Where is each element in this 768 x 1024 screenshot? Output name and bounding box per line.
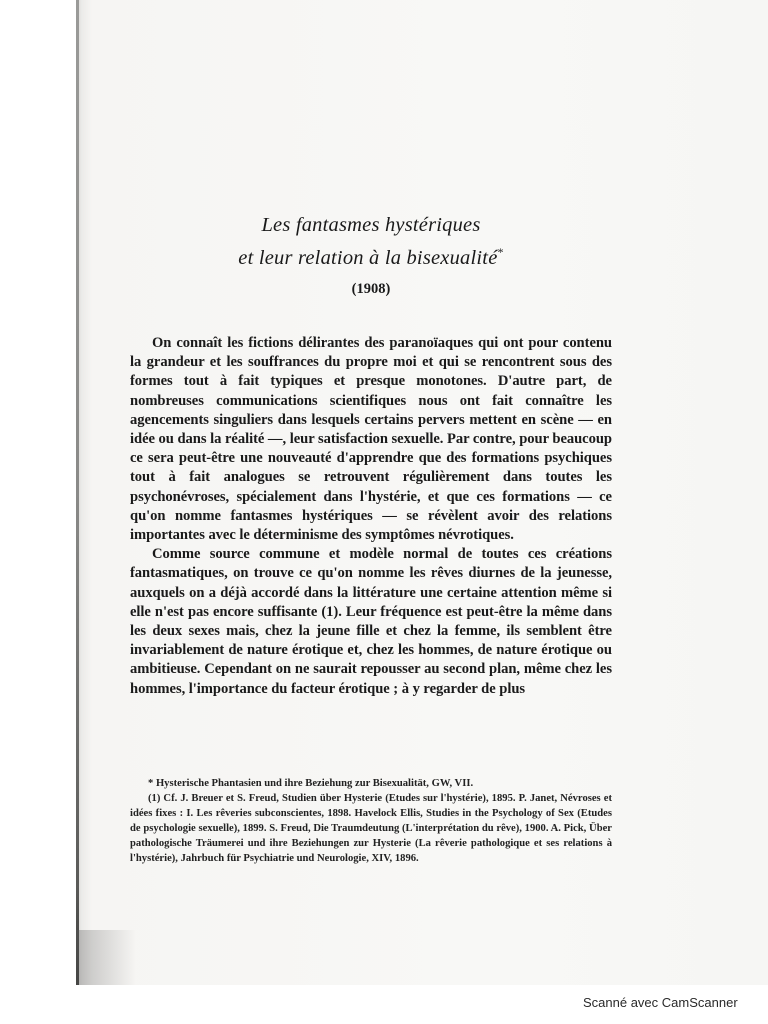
title-line-1: Les fantasmes hystériques [261, 214, 481, 236]
title-footnote-mark: * [497, 245, 504, 259]
title-line-2-text: et leur relation à la bisexualité [238, 247, 498, 269]
paragraph-2: Comme source commune et modèle normal de toutes ces créations fantasmatiques, on trouve ce qu'on nomme les rêves diurnes de la jeunesse, auxquels on a déjà accordé dans la littérature une certaine attention même si elle n'est pas encore suffisante (1). Leur fréquence est peut-être la même dans les deux sexes mais, chez la jeune fille et chez la femme, ils semblent être invariablement de nature érotique et, chez les hommes, de nature érotique ou ambitieuse. Cependant on ne saurait repousser au second plan, même chez les hommes, l'importance du facteur érotique ; à y regarder de plus [130, 546, 612, 697]
title-line-2 [130, 239, 612, 272]
chapter-title [130, 212, 612, 272]
footnote-1: (1) Cf. J. Breuer et S. Freud, Studien über Hysterie (Etudes sur l'hystérie), 1895. P. Janet, Névroses et idées fixes : I. Les rêveries subconscientes, 1898. Havelock Ellis, Studies in the Psychology of Sex (Etudes de psychologie sexuelle), 1899. S. Freud, Die Traumdeutung (L'interprétation du rêve), 1900. A. Pick, Über pathologische Träumerei und ihre Beziehungen zur Hysterie (La rêverie pathologique et ses relations à l'hystérie), Jahrbuch für Psychiatrie und Neurologie, XIV, 1896. [130, 793, 612, 864]
body-text [130, 334, 612, 699]
paragraph-1: On connaît les fictions délirantes des paranoïaques qui ont pour contenu la grandeur et les souffrances du propre moi et qui se rencontrent sous des formes tout à fait typiques et presque monotones. D'autre part, de nombreuses communications scientifiques nous ont fait connaître les agencements singuliers dans lesquels certains pervers mettent en scène — en idée ou dans la réalité —, leur satisfaction sexuelle. Par contre, pour beaucoup ce sera peut-être une nouveauté d'apprendre que des formations psychiques tout à fait analogues se retrouvent régulièrement dans toutes les psychonévroses, spécialement dans l'hystérie, et que ces formations — ce qu'on nomme fantasmes hystériques — se révèlent avoir des relations importantes avec le déterminisme des symptômes névrotiques. [130, 335, 612, 544]
binding-shadow [76, 930, 136, 985]
footnotes [130, 776, 612, 866]
chapter-year: (1908) [351, 281, 391, 297]
footnote-star: * Hysterische Phantasien und ihre Beziehung zur Bisexualität, GW, VII. [148, 778, 474, 789]
page-binding-edge [76, 0, 79, 985]
scanner-watermark: Scanné avec CamScanner [583, 995, 738, 1010]
